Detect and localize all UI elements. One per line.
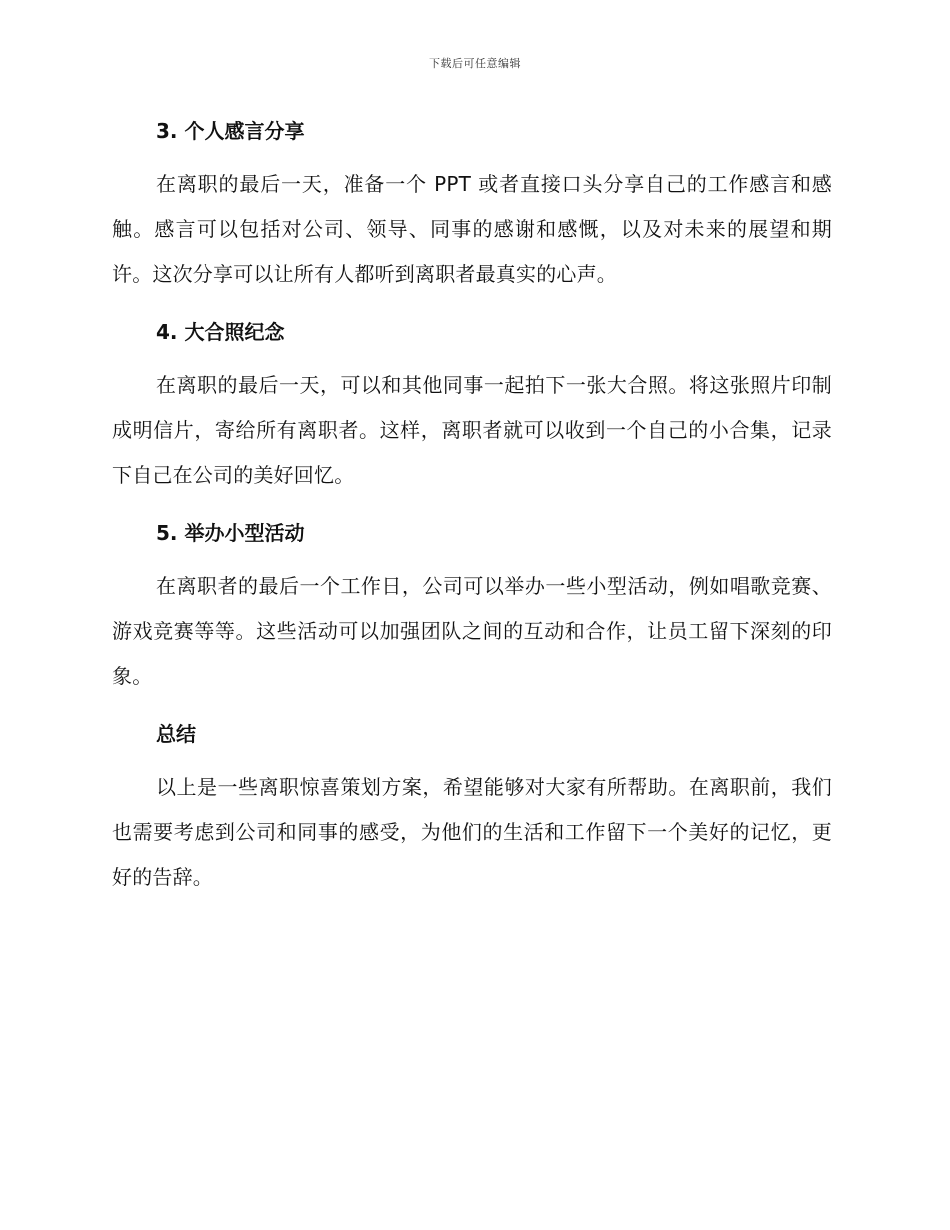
section-heading: 4. 大合照纪念	[156, 320, 285, 344]
section-group-photo	[112, 311, 832, 512]
section-heading: 5. 举办小型活动	[156, 521, 305, 545]
section-paragraph: 以上是一些离职惊喜策划方案，希望能够对大家有所帮助。在离职前，我们也需要考虑到公司和同事的感受，为他们的生活和工作留下一个美好的记忆，更好的告辞。	[112, 775, 832, 889]
section-personal-speech	[112, 110, 832, 311]
section-paragraph: 在离职的最后一天，准备一个 PPT 或者直接口头分享自己的工作感言和感触。感言可以包括对公司、领导、同事的感谢和感慨，以及对未来的展望和期许。这次分享可以让所有人都听到离职者最真实的心声。	[112, 172, 832, 286]
section-heading: 3. 个人感言分享	[156, 119, 305, 143]
section-paragraph: 在离职者的最后一个工作日，公司可以举办一些小型活动，例如唱歌竞赛、游戏竞赛等等。这些活动可以加强团队之间的互动和合作，让员工留下深刻的印象。	[112, 574, 832, 688]
section-summary	[112, 713, 832, 900]
section-paragraph: 在离职的最后一天，可以和其他同事一起拍下一张大合照。将这张照片印制成明信片，寄给所有离职者。这样，离职者就可以收到一个自己的小合集，记录下自己在公司的美好回忆。	[112, 373, 832, 487]
header-note: 下载后可任意编辑	[429, 57, 521, 70]
document-body	[112, 110, 832, 900]
section-heading: 总结	[156, 722, 196, 746]
section-small-activity	[112, 512, 832, 713]
